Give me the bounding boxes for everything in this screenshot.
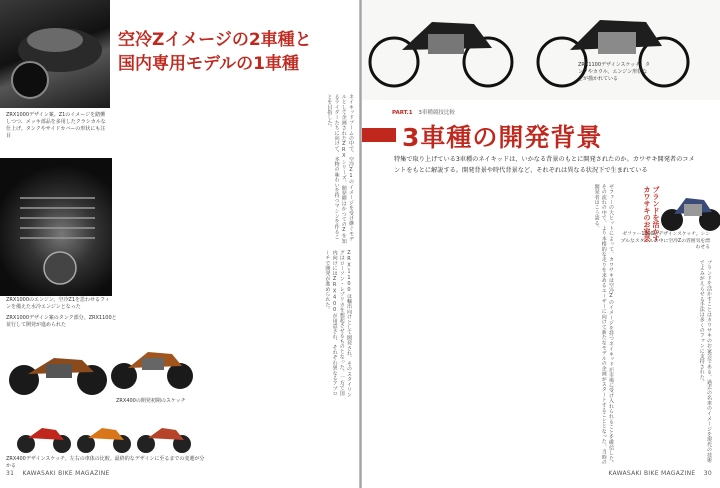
photo-caption-4: ZRX400の開発初期のスケッチ <box>116 398 186 404</box>
left-headline-line2: 国内専用モデルの1車種 <box>118 54 299 74</box>
left-body-text-upper: ネイキッドブームの中で、空冷Z1のイメージを受け継ぐモデルとして企画されたZRXシリーズ。開発陣はかつてのZを知るライダーたちに向けて、本物の味わいを持つマシンを作ることを目指した。 <box>326 94 354 244</box>
page-number-right: 30 <box>703 470 712 477</box>
part-number: PART.1 <box>392 110 413 116</box>
magazine-title-left: KAWASAKI BIKE MAGAZINE <box>22 470 110 477</box>
left-body-text-lower: ZRX1100は輸出向けとして開発され、そのスタイリングはローソン・レプリカを想起させるものとなった。一方で国内向けにはZRX400が用意され、それぞれ異なるアプローチで開発が進められた。 <box>324 250 352 398</box>
motorcycle-photo-top <box>0 0 110 108</box>
part-title: 3車種競技比較 <box>418 110 455 116</box>
left-footer <box>6 470 110 477</box>
sketch-caption: ZRX1100デザインスケッチ。タンクやカウル、エンジン形状などが描かれている <box>578 62 650 82</box>
engine-photo <box>0 158 112 296</box>
photo-caption-3: ZRX1000デザイン案のタンク部分。ZRX1100と並行して開発が進められた <box>6 315 117 328</box>
photo-caption-5: ZRX400デザインスケッチ。左右の車体の比較。最終的なデザインに至るまでの変遷が分かる <box>6 456 205 469</box>
callout-heading: ブランドを活かすカワサキのお家芸 <box>643 186 660 242</box>
right-page <box>362 0 720 488</box>
left-headline <box>118 28 348 76</box>
part-label <box>392 108 455 116</box>
callout-caption: ゼファー1100のデザインスケッチ。シンプルなスタイルの中に空冷Zの雰囲気を漂わせる <box>620 232 710 250</box>
sketch-bike-3 <box>134 416 194 454</box>
bike-image-brown-left <box>4 338 114 398</box>
headline-accent-bar <box>362 128 396 142</box>
right-footer <box>608 470 712 477</box>
zephyr-sketch-image <box>660 180 720 234</box>
page-number-left: 31 <box>6 470 15 477</box>
right-body-text: ゼファーの大ヒットによって、カワサキは空冷Zのイメージを持つネイキッドが市場に受け入れられることを確信した。その流れの中で、より本格的な走りを求めるユーザーに向けて新たなモデルの企画がスタートすることとなった。当時の開発者はこう語る。 <box>593 184 614 466</box>
sketch-bike-2 <box>74 416 134 454</box>
right-headline: 3車種の開発背景 <box>402 123 603 152</box>
magazine-title-right: KAWASAKI BIKE MAGAZINE <box>608 470 696 477</box>
lead-paragraph: 特集で取り上げている3車種のネイキッドは、いかなる背景のもとに開発されたのか。カワサキ開発者のコメントをもとに解説する。開発背景や時代背景など、それぞれは異なる状況下で生まれている <box>394 156 695 174</box>
left-headline-line1: 空冷Zイメージの2車種と <box>118 30 312 50</box>
design-sketch-bikes <box>362 0 720 100</box>
bike-image-brown-right <box>108 330 198 392</box>
photo-caption-1: ZRX1000デザイン案。Z1のイメージを踏襲しつつ、メッキ部品を多用したクラシカルな仕上げ。タンクやサイドカバーの形状にも注目 <box>6 112 106 139</box>
right-body-text-2: ブランドを活かすことはカワサキのお家芸である。過去の名車のイメージを現代の技術でよみがえらせる手法は多くのファンに支持された。 <box>698 260 712 463</box>
sketch-bike-1 <box>14 416 74 454</box>
photo-caption-2: ZRX1000のエンジン。空冷Z1を思わせるフィンを備えた水冷エンジンとなった <box>6 297 110 310</box>
sketch-bikes-area <box>362 0 720 100</box>
